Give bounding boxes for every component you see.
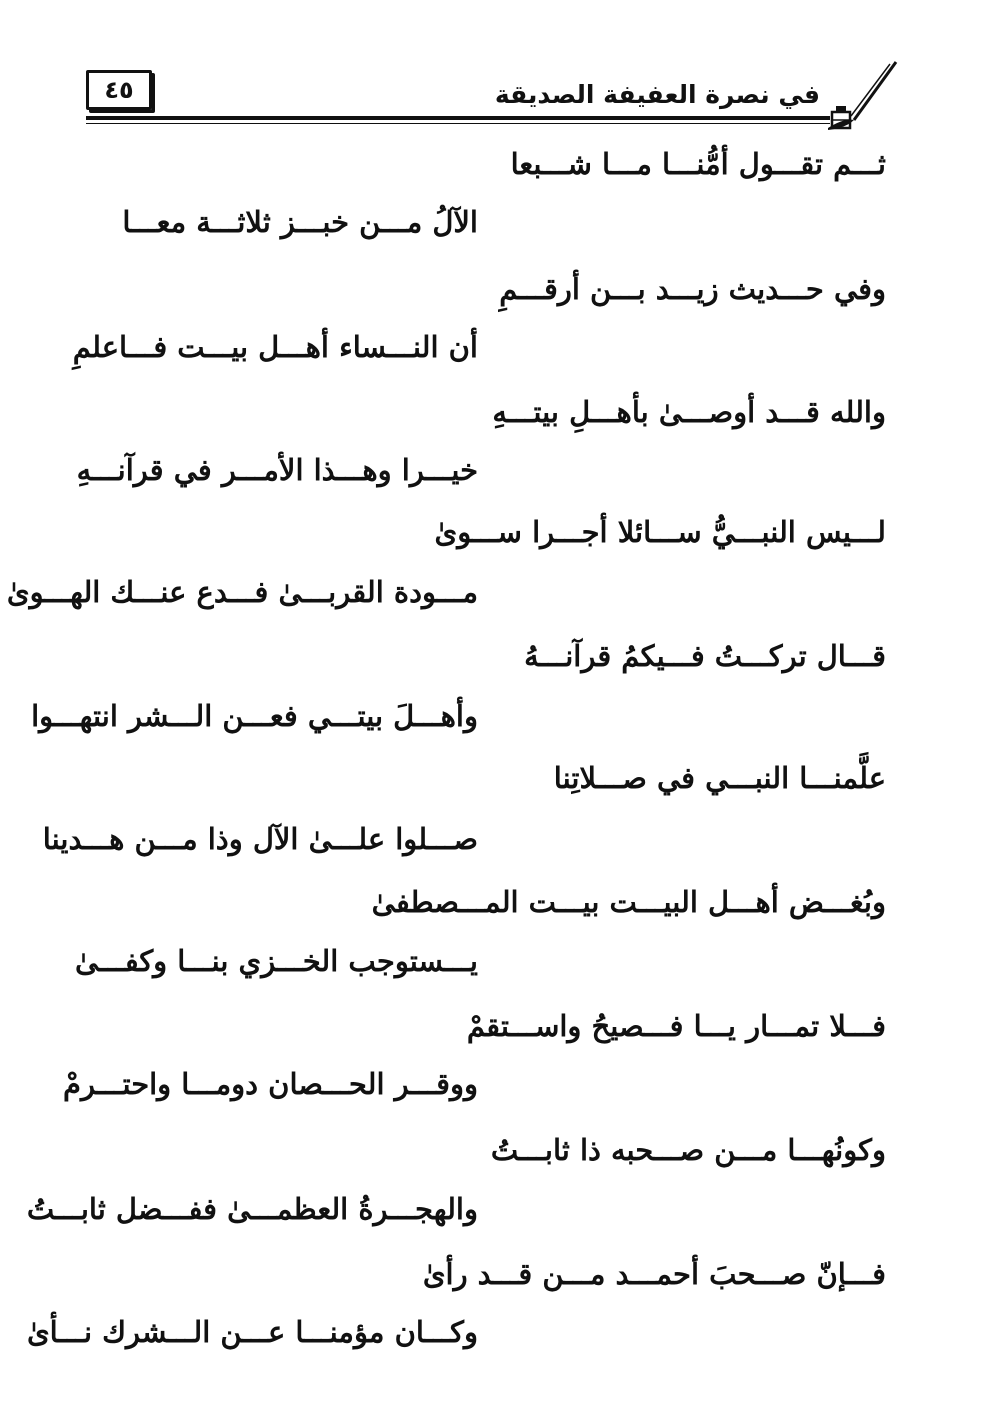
verse-hemistich: فـــإنّ صـــحبَ أحمـــد مـــن قـــد رأىٰ [422, 1257, 886, 1291]
verse-hemistich: والهجـــرةُ العظمـــىٰ ففـــضل ثابـــتُ [26, 1192, 478, 1226]
verse-hemistich: الآلُ مـــن خبـــز ثلاثـــة معـــا [122, 205, 478, 239]
running-header-title: في نصرة العفيفة الصديقة [494, 80, 820, 109]
header-rule-thin [86, 123, 830, 124]
verse-hemistich: وكـــان مؤمنـــا عـــن الـــشرك نـــأىٰ [26, 1315, 478, 1349]
verse-hemistich: علَّمنـــا النبـــي في صـــلاتِنا [553, 761, 886, 795]
verse-hemistich: أن النـــساء أهـــل بيـــت فـــاعلمِ [72, 330, 478, 364]
verse-hemistich: لـــيس النبـــيُّ ســـائلا أجـــرا ســـوىٰ [434, 515, 886, 549]
page-number [86, 70, 152, 110]
verse-hemistich: وفي حـــديث زيـــد بـــن أرقـــمِ [499, 272, 886, 306]
verse-hemistich: ثـــم تقـــول أمُّنـــا مـــا شـــبعا [510, 147, 886, 181]
verse-hemistich: قـــال تركـــتُ فـــيكمُ قرآنـــهُ [524, 639, 886, 673]
verse-hemistich: صـــلوا علـــىٰ الآل وذا مـــن هـــدينا [42, 822, 478, 856]
verse-hemistich: مـــودة القربـــىٰ فـــدع عنـــك الهـــوىٰ [6, 575, 478, 609]
verse-hemistich: ووقـــر الحـــصان دومـــا واحتـــرمْ [63, 1067, 478, 1101]
verse-hemistich: وكونُهـــا مـــن صـــحبه ذا ثابـــتُ [490, 1133, 886, 1167]
header-rule [86, 116, 830, 120]
page-number-text: ٤٥ [104, 76, 134, 104]
verse-hemistich: والله قـــد أوصـــىٰ بأهـــلِ بيتـــهِ [492, 395, 886, 429]
verse-hemistich: فـــلا تمـــار يـــا فـــصيحُ واســـتقمْ [466, 1009, 886, 1043]
verse-hemistich: خيـــرا وهـــذا الأمـــر في قرآنـــهِ [76, 453, 478, 487]
verse-hemistich: وبُغـــض أهـــل البيـــت بيـــت المـــصطفىٰ [371, 885, 886, 919]
pen-inkwell-icon [824, 58, 900, 136]
verse-hemistich: يـــستوجب الخـــزي بنـــا وكفـــىٰ [75, 944, 478, 978]
verse-hemistich: وأهـــلَ بيتـــي فعـــن الـــشر انتهـــوا [31, 699, 478, 733]
